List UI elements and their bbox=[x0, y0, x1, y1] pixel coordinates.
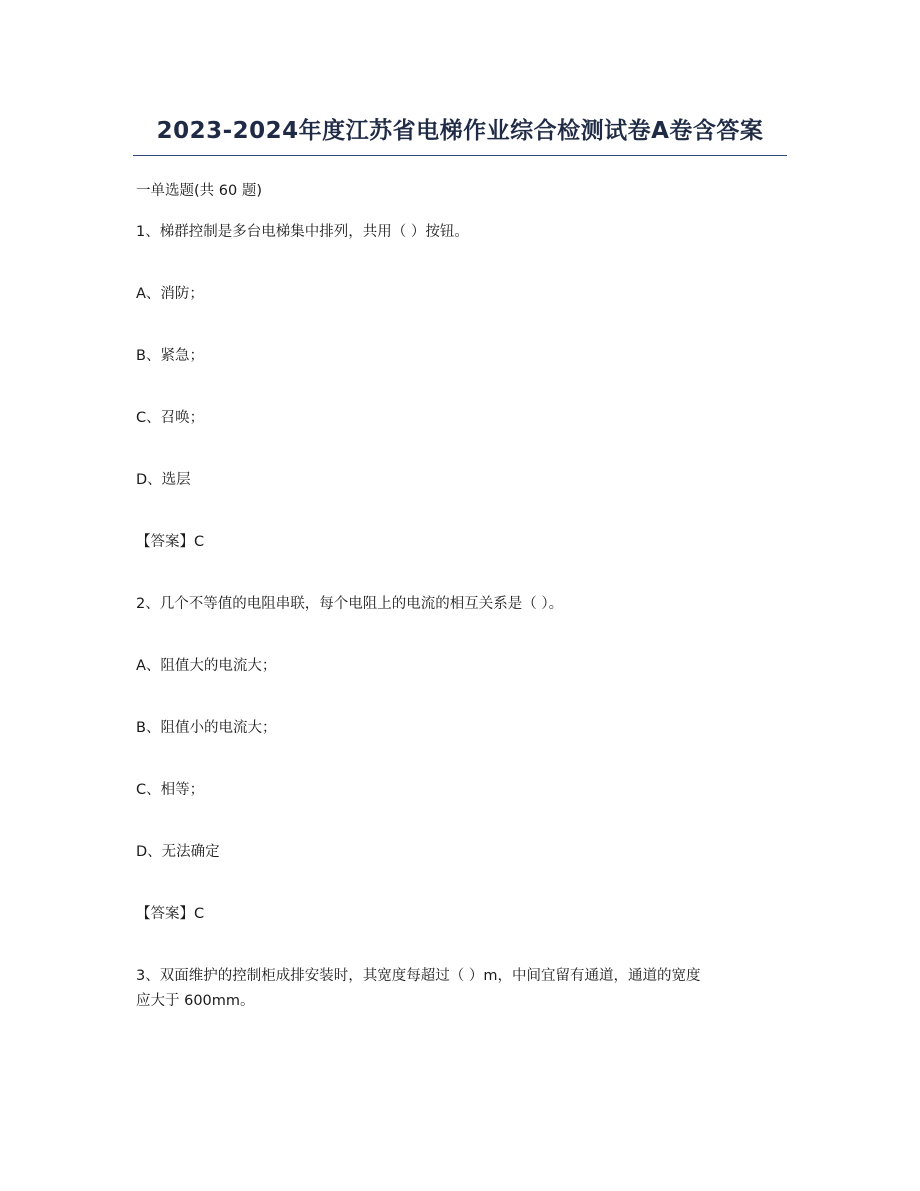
question-stem-continued: 应大于 600mm。 bbox=[136, 993, 255, 1009]
section-heading: 一单选题(共 60 题) bbox=[136, 183, 262, 199]
option-b: B、紧急； bbox=[136, 348, 204, 364]
option-b: B、阻值小的电流大； bbox=[136, 720, 277, 736]
document-title: 2023-2024年度江苏省电梯作业综合检测试卷A卷含答案 bbox=[156, 118, 764, 144]
answer-line: 【答案】C bbox=[136, 906, 205, 922]
option-d: D、选层 bbox=[136, 472, 191, 488]
option-a: A、阻值大的电流大； bbox=[136, 658, 277, 674]
option-c: C、召唤； bbox=[136, 410, 205, 426]
answer-line: 【答案】C bbox=[136, 534, 205, 550]
question-stem: 1、梯群控制是多台电梯集中排列，共用（ ）按钮。 bbox=[136, 224, 469, 240]
option-a: A、消防； bbox=[136, 286, 204, 302]
title-divider bbox=[133, 155, 787, 156]
question-stem: 2、几个不等值的电阻串联，每个电阻上的电流的相互关系是（ ）。 bbox=[136, 596, 564, 612]
option-d: D、无法确定 bbox=[136, 844, 220, 860]
option-c: C、相等； bbox=[136, 782, 205, 798]
question-stem: 3、双面维护的控制柜成排安装时，其宽度每超过（ ）m，中间宜留有通道，通道的宽度 bbox=[136, 968, 701, 984]
